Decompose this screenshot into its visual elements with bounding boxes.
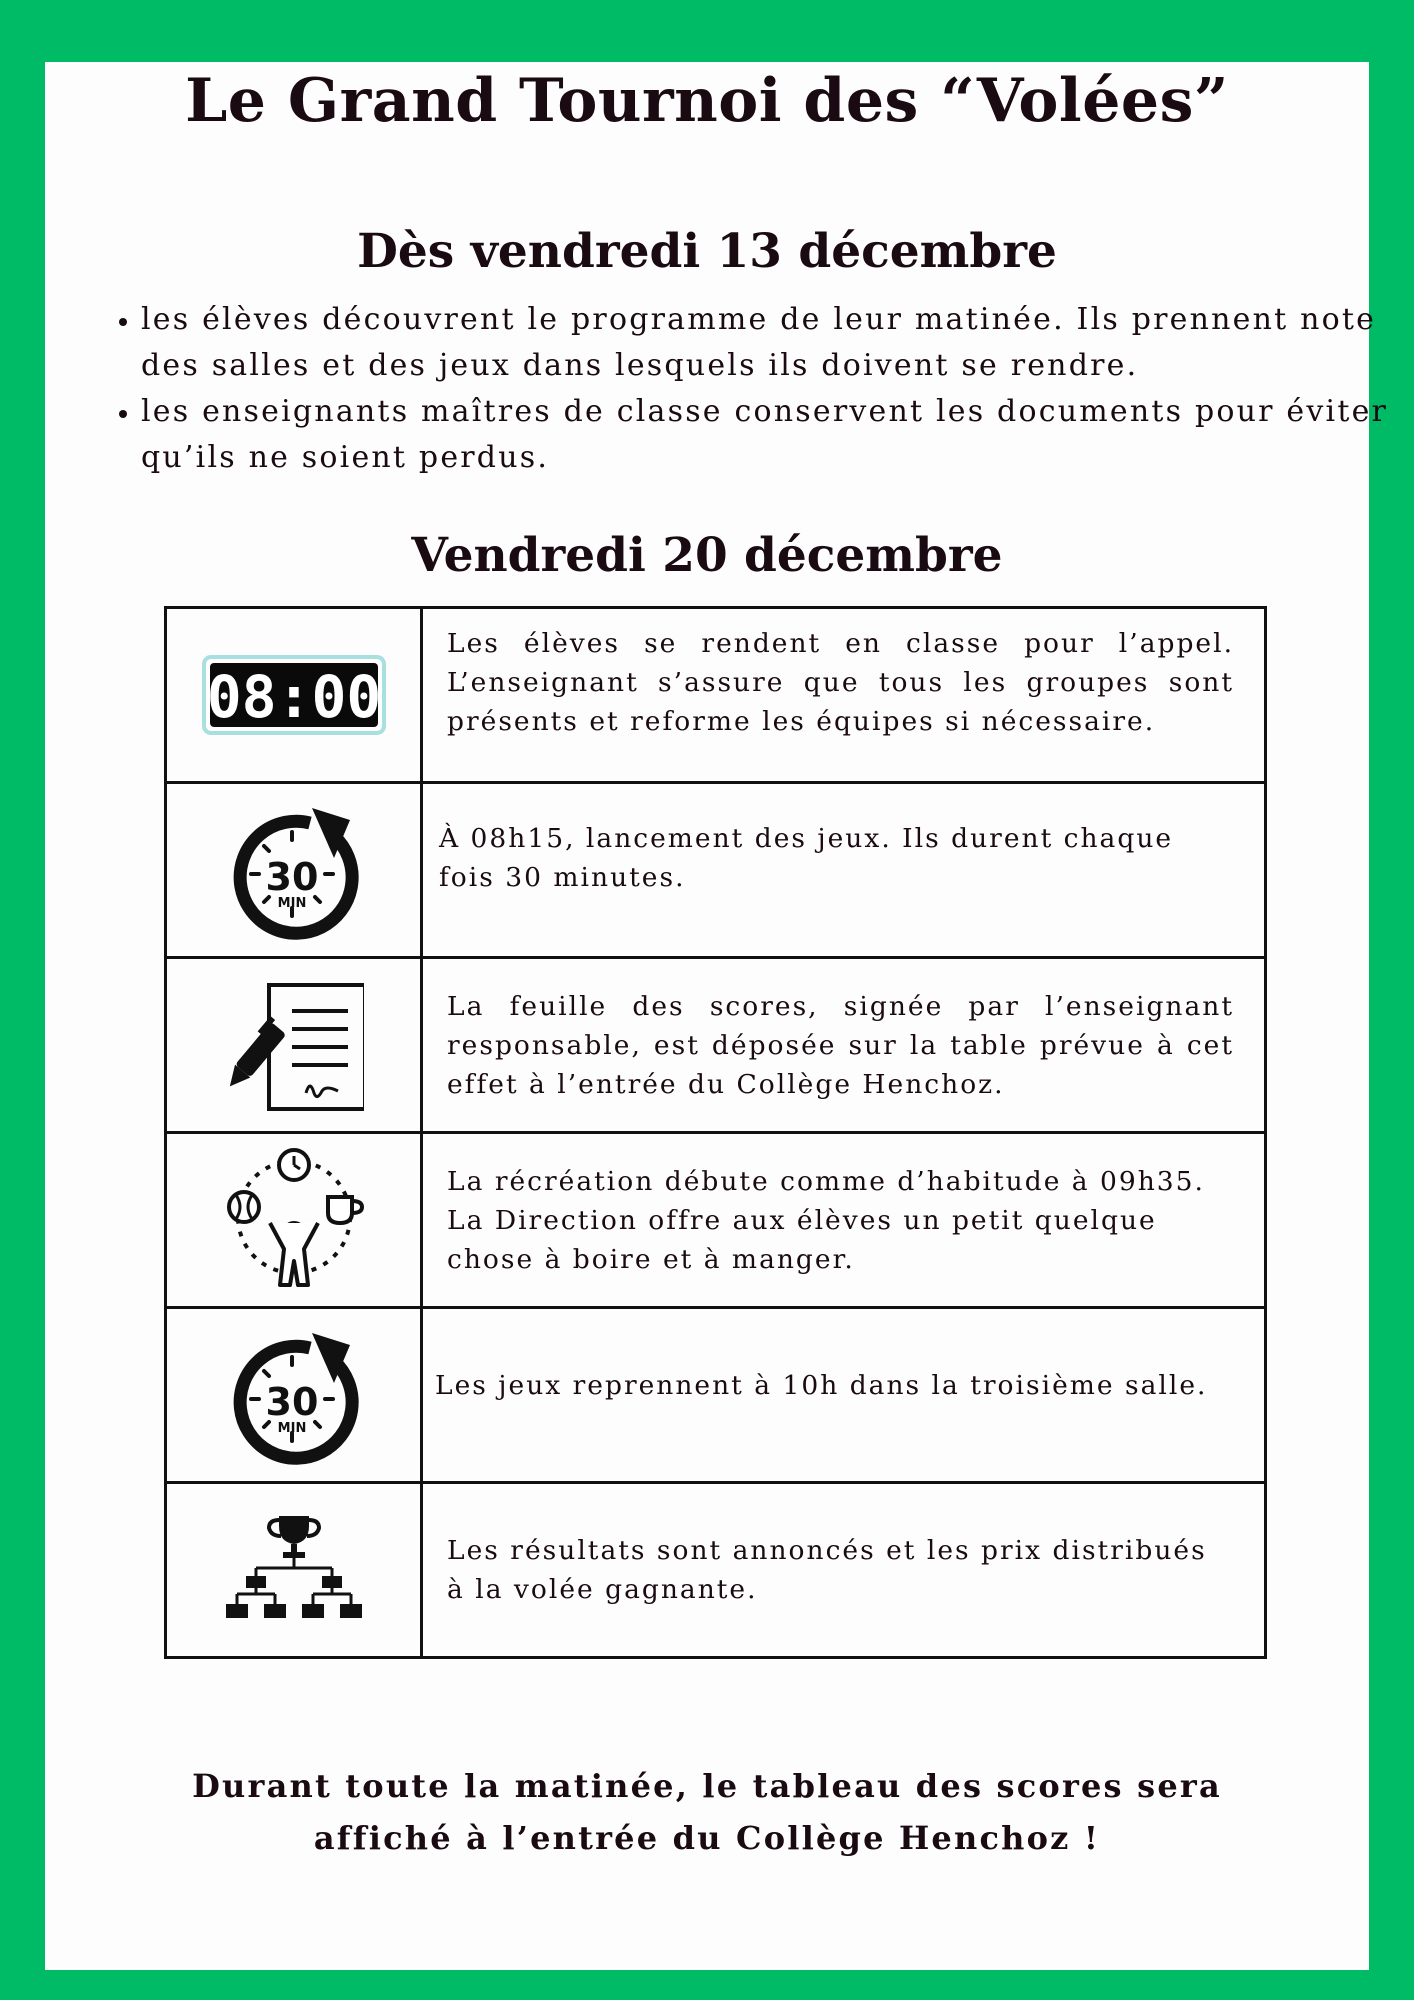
table-row [166, 608, 1266, 783]
timer-number: 30 [265, 855, 318, 899]
trophy-bracket-icon [219, 1510, 369, 1630]
clock-digits: 08:00 [206, 663, 381, 731]
preparation-list [101, 297, 1391, 481]
icon-cell [166, 1483, 422, 1658]
text-cell [422, 1308, 1266, 1483]
table-row [166, 1133, 1266, 1308]
text-cell [422, 1483, 1266, 1658]
schedule-step-text: À 08h15, lancement des jeux. Ils durent chaque fois 30 minutes. [439, 822, 1174, 893]
schedule-step-text: Les jeux reprennent à 10h dans la troisième salle. [435, 1369, 1208, 1401]
section-heading-20-december: Vendredi 20 décembre [411, 528, 1003, 583]
icon-cell [166, 1133, 422, 1308]
table-row [166, 783, 1266, 958]
footer-note: Durant toute la matinée, le tableau des scores sera affiché à l’entrée du Collège Henchoz ! [192, 1767, 1222, 1857]
timer-number: 30 [265, 1380, 318, 1424]
icon-cell [166, 958, 422, 1133]
timer-unit: MIN [277, 896, 306, 911]
timer-30-min-icon [224, 1325, 364, 1465]
recess-break-icon [224, 1145, 364, 1295]
digital-clock-icon [202, 655, 386, 735]
timer-unit: MIN [277, 1421, 306, 1436]
icon-cell [166, 608, 422, 783]
schedule-step-text: Les élèves se rendent en classe pour l’appel. L’enseignant s’assure que tous les groupes sont présents et reforme les équipes si nécessaire. [447, 628, 1234, 737]
icon-cell [166, 783, 422, 958]
text-cell [422, 608, 1266, 783]
poster-title: Le Grand Tournoi des “Volées” [185, 66, 1229, 136]
table-row [166, 1483, 1266, 1658]
table-row [166, 1308, 1266, 1483]
list-item: • les élèves découvrent le programme de leur matinée. Ils prennent note des salles et des jeux dans lesquels ils doivent se rendre. [141, 297, 1391, 389]
table-row [166, 958, 1266, 1133]
schedule-step-text: Les résultats sont annoncés et les prix distribués à la volée gagnante. [447, 1535, 1207, 1605]
text-cell [422, 783, 1266, 958]
list-item: • les enseignants maîtres de classe conservent les documents pour éviter qu’ils ne soient perdus. [141, 389, 1391, 481]
signed-document-icon [224, 975, 364, 1115]
schedule-step-text: La récréation débute comme d’habitude à 09h35. La Direction offre aux élèves un petit quelque chose à boire et à manger. [447, 1165, 1205, 1275]
schedule-step-text: La feuille des scores, signée par l’enseignant responsable, est déposée sur la table prévue à cet effet à l’entrée du Collège Henchoz. [447, 990, 1234, 1100]
text-cell [422, 958, 1266, 1133]
section-heading-13-december: Dès vendredi 13 décembre [357, 224, 1057, 279]
text-cell [422, 1133, 1266, 1308]
timer-30-min-icon [224, 800, 364, 940]
schedule-table [164, 606, 1267, 1659]
icon-cell [166, 1308, 422, 1483]
poster-sheet [45, 62, 1389, 1970]
